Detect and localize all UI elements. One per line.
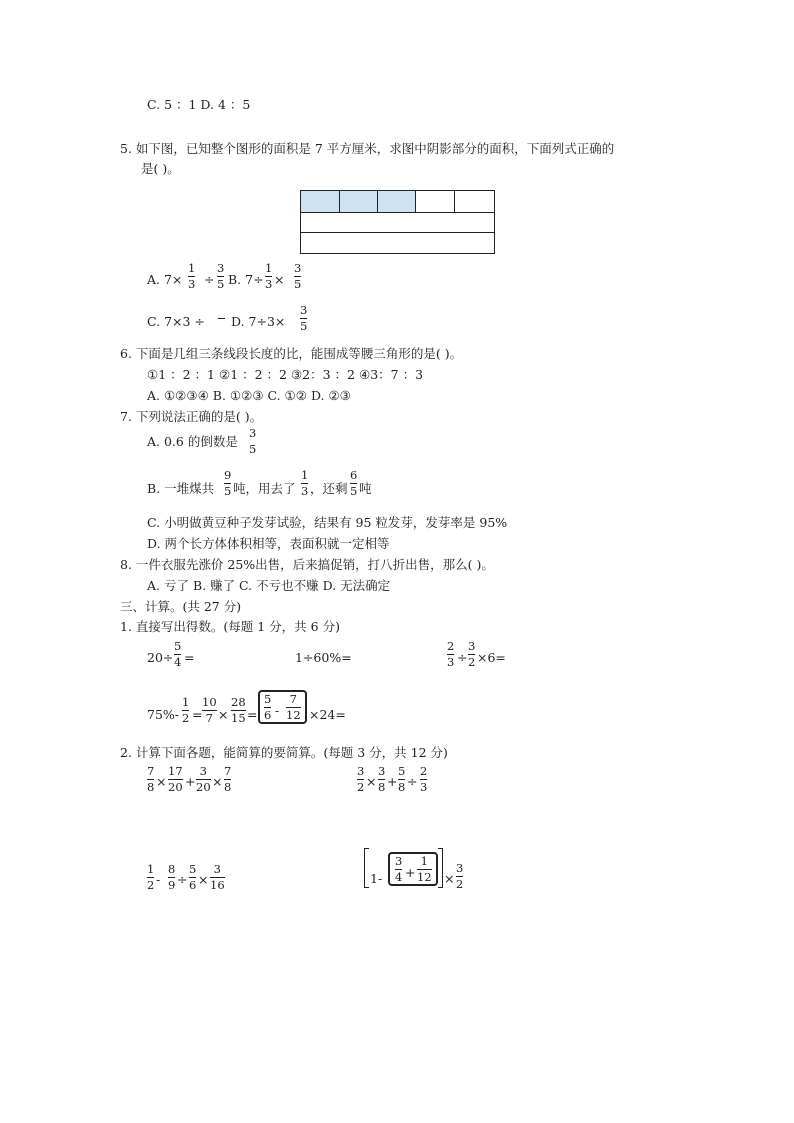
q5-stem-cont: 是( )。 xyxy=(141,161,180,176)
fraction: 5 6 xyxy=(264,692,272,722)
q5-stem: 5. 如下图，已知整个图形的面积是 7 平方厘米，求图中阴影部分的面积，下面列式正确的 xyxy=(120,141,615,156)
calc-text: × xyxy=(212,774,223,789)
fraction: 2 3 xyxy=(447,639,455,669)
q5-option-a: A. 7× xyxy=(147,272,183,287)
q5-option-d: D. 7÷3× xyxy=(231,314,286,329)
fraction: 3 2 xyxy=(357,764,365,794)
subsection-title: 2. 计算下面各题，能简算的要简算。(每题 3 分，共 12 分) xyxy=(120,745,448,760)
divide-sign: ÷ xyxy=(204,272,215,287)
fraction: 5 6 xyxy=(189,862,197,892)
fraction: 3 16 xyxy=(210,862,225,892)
q7-option-b-text: ，还剩 xyxy=(310,481,348,496)
fraction: 2 3 xyxy=(420,764,428,794)
calc-text: + xyxy=(185,774,196,789)
shaded-cell xyxy=(301,191,340,212)
fraction: 3 5 xyxy=(249,426,257,456)
calc-text: + xyxy=(387,774,398,789)
calc-text: = xyxy=(184,650,195,665)
q6-stem: 6. 下面是几组三条线段长度的比，能围成等腰三角形的是( )。 xyxy=(120,346,463,361)
times-sign: × xyxy=(274,272,285,287)
row-divider xyxy=(301,232,494,233)
q4-options-cd: C. 5 ：1 D. 4 ：5 xyxy=(147,97,251,112)
calc-text: × xyxy=(444,871,455,886)
fraction: 1 3 xyxy=(265,261,273,291)
section-title: 三、计算。(共 27 分) xyxy=(120,599,242,614)
fraction: 6 5 xyxy=(350,468,358,498)
calc-text: × xyxy=(366,774,377,789)
fraction: 17 20 xyxy=(168,764,183,794)
q7-option-d: D. 两个长方体体积相等，表面积就一定相等 xyxy=(147,536,390,551)
fraction: 3 2 xyxy=(468,639,476,669)
fraction: 8 9 xyxy=(168,862,176,892)
subsection-title: 1. 直接写出得数。(每题 1 分，共 6 分) xyxy=(120,619,340,634)
fraction: 1 3 xyxy=(301,468,309,498)
shaded-cell xyxy=(378,191,416,212)
q7-option-c: C. 小明做黄豆种子发芽试验，结果有 95 粒发芽，发芽率是 95% xyxy=(147,515,508,530)
calc-text: × xyxy=(218,707,229,722)
calc-text: × xyxy=(156,774,167,789)
fraction: 1 2 xyxy=(182,695,190,725)
q8-stem: 8. 一件衣服先涨价 25%出售，后来搞促销，打八折出售，那么( )。 xyxy=(120,557,494,572)
calc-text: = xyxy=(247,707,258,722)
q6-items: ①1 ：2 ：1 ②1 ：2 ：2 ③2：3 ：2 ④3：7 ：3 xyxy=(147,367,424,382)
fraction: 3 5 xyxy=(217,261,225,291)
fraction: 28 15 xyxy=(231,695,246,725)
fraction: 9 5 xyxy=(224,468,232,498)
calc-text: 1÷60%= xyxy=(295,650,352,665)
fraction: 7 12 xyxy=(286,692,301,722)
calc-text: ×6= xyxy=(477,650,506,665)
fraction: 5 8 xyxy=(398,764,406,794)
calc-text: 20÷ xyxy=(147,650,174,665)
q7-option-b: B. 一堆煤共 xyxy=(147,481,215,496)
fraction: 3 5 xyxy=(300,303,308,333)
q8-options: A. 亏了 B. 赚了 C. 不亏也不赚 D. 无法确定 xyxy=(147,578,391,593)
shaded-cell xyxy=(340,191,378,212)
area-figure xyxy=(300,190,495,254)
q6-options: A. ①②③④ B. ①②③ C. ①② D. ②③ xyxy=(147,388,351,403)
fraction: 3 5 xyxy=(294,261,302,291)
fraction: 1 12 xyxy=(417,854,432,884)
calc-text: ÷ xyxy=(457,650,468,665)
fraction: 1 2 xyxy=(147,862,155,892)
fraction: 3 2 xyxy=(456,861,464,891)
blank-cell xyxy=(416,191,455,212)
calc-text: = xyxy=(192,707,203,722)
fraction: 1 3 xyxy=(188,261,196,291)
q5-option-c: C. 7×3 ÷ xyxy=(147,314,205,329)
q5-option-b: B. 7÷ xyxy=(228,272,264,287)
fraction: 5 4 xyxy=(174,639,182,669)
calc-text: 1- xyxy=(370,871,383,886)
fraction: 3 20 xyxy=(196,764,211,794)
calc-text: ÷ xyxy=(177,872,188,887)
row-divider xyxy=(301,212,494,213)
q7-option-b-text: 吨 xyxy=(359,481,372,496)
fraction: 10 7 xyxy=(202,695,217,725)
q7-option-a: A. 0.6 的倒数是 xyxy=(147,434,238,449)
calc-text: + xyxy=(405,865,416,880)
calc-text: × xyxy=(198,872,209,887)
calc-text: ×24= xyxy=(309,707,346,722)
calc-text: 75%- xyxy=(147,707,180,722)
fraction: 3 8 xyxy=(378,764,386,794)
calc-text: - xyxy=(156,872,161,887)
calc-text: ÷ xyxy=(407,774,418,789)
calc-text: - xyxy=(275,703,280,718)
fraction: 3 4 xyxy=(395,854,403,884)
q7-option-b-text: 吨，用去了 xyxy=(233,481,296,496)
fraction-bar-only xyxy=(218,304,225,333)
fraction: 7 8 xyxy=(147,764,155,794)
q7-stem: 7. 下列说法正确的是( )。 xyxy=(120,409,263,424)
fraction: 7 8 xyxy=(224,764,232,794)
